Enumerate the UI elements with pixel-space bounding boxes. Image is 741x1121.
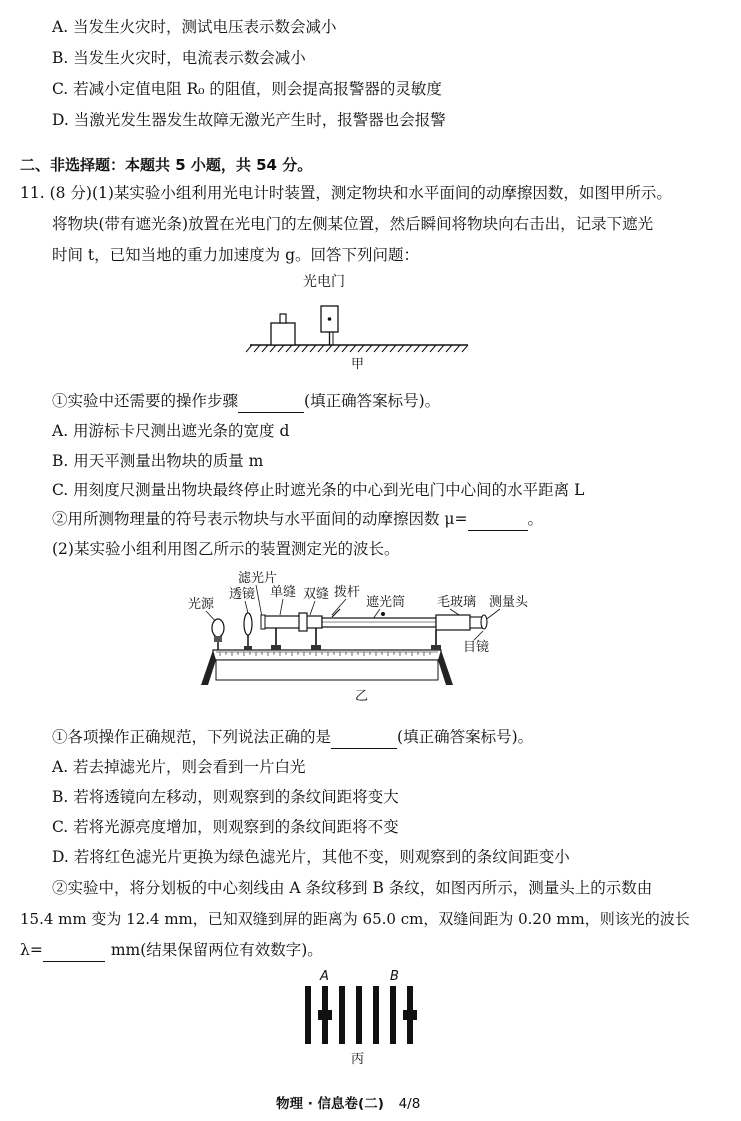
p2-option-d: D. 若将红色滤光片更换为绿色滤光片，其他不变，则观察到的条纹间距变小: [52, 848, 570, 866]
q11-intro-3: 时间 t，已知当地的重力加速度为 g。回答下列问题：: [52, 246, 420, 264]
p2-q2-line-3: [20, 939, 323, 962]
label-eyepiece: 目镜: [463, 640, 490, 655]
label-frosted-glass: 毛玻璃: [437, 595, 477, 610]
p1-question-text: ①实验中还需要的操作步骤: [52, 392, 239, 410]
p2-question-1: [52, 726, 533, 749]
page-footer: [276, 1092, 420, 1112]
p1-option-b: B. 用天平测量出物块的质量 m: [52, 452, 264, 470]
label-light-source: 光源: [188, 597, 215, 612]
label-lever: 拨杆: [334, 585, 361, 600]
light-tube: [261, 609, 487, 650]
label-single-slit: 单缝: [270, 585, 297, 600]
label-b: B: [390, 969, 399, 984]
q11-intro-2: 将物块(带有遮光条)放置在光电门的左侧某位置，然后瞬间将物块向右击出，记录下遮光: [52, 215, 654, 233]
light-bulb: [212, 619, 224, 650]
caption-jia: 甲: [351, 357, 365, 372]
p2-q1-tail: (填正确答案标号)。: [397, 728, 534, 746]
option-b: B. 当发生火灾时，电流表示数会减小: [52, 49, 306, 67]
label-double-slit: 双缝: [303, 587, 330, 602]
shading-strip: [280, 314, 286, 323]
page-number: 4/8: [398, 1096, 421, 1112]
label-a: A: [320, 969, 329, 984]
marker-a: [318, 1010, 332, 1020]
footer-title: 物理 · 信息卷(二): [276, 1096, 384, 1112]
p2-q1-text: ①各项操作正确规范，下列说法正确的是: [52, 728, 332, 746]
answer-blank-1: [238, 390, 304, 413]
p2-intro: (2)某实验小组利用图乙所示的装置测定光的波长。: [52, 540, 400, 558]
label-tube: 遮光筒: [366, 595, 406, 610]
p1-option-c: C. 用刻度尺测量出物块最终停止时遮光条的中心到光电门中心间的水平距离 L: [52, 481, 585, 499]
optical-bench: [201, 650, 453, 685]
p1-question-2: [52, 508, 543, 531]
p1-question: [52, 390, 440, 413]
label-lens: 透镜: [229, 587, 256, 602]
block: [271, 323, 295, 345]
option-c: C. 若减小定值电阻 R₀ 的阻值，则会提高报警器的灵敏度: [52, 80, 442, 98]
p2-option-c: C. 若将光源亮度增加，则观察到的条纹间距将不变: [52, 818, 399, 836]
caption-bing: 丙: [351, 1052, 365, 1067]
p1-q2-tail: 。: [527, 510, 544, 528]
lambda-label: λ=: [20, 941, 43, 959]
lens: [244, 613, 252, 650]
p2-q2-tail: mm(结果保留两位有效数字)。: [110, 941, 323, 959]
caption-yi: 乙: [355, 689, 369, 704]
p2-option-b: B. 若将透镜向左移动，则观察到的条纹间距将变大: [52, 788, 399, 806]
ground-hatching: [246, 345, 468, 352]
option-d: D. 当激光发生器发生故障无激光产生时，报警器也会报警: [52, 111, 446, 129]
p2-q2-line-1: ②实验中，将分划板的中心刻线由 A 条纹移到 B 条纹，如图丙所示，测量头上的示数由: [52, 879, 653, 897]
section-title: 二、非选择题：本题共 5 小题，共 54 分。: [20, 156, 313, 174]
answer-blank-4: [43, 939, 105, 962]
label-photogate: 光电门: [303, 274, 345, 290]
p1-q2-text: ②用所测物理量的符号表示物块与水平面间的动摩擦因数 μ=: [52, 510, 468, 528]
marker-b: [403, 1010, 417, 1020]
photogate: [321, 306, 338, 332]
p1-question-tail: (填正确答案标号)。: [304, 392, 441, 410]
p2-option-a: A. 若去掉滤光片，则会看到一片白光: [52, 758, 306, 776]
fringes: [305, 986, 413, 1044]
q11-intro-1: 11. (8 分)(1)某实验小组利用光电计时装置，测定物块和水平面间的动摩擦因数，如图甲所示。: [20, 184, 672, 202]
label-filter: 滤光片: [238, 571, 278, 586]
p1-option-a: A. 用游标卡尺测出遮光条的宽度 d: [52, 422, 290, 440]
option-a: A. 当发生火灾时，测试电压表示数会减小: [52, 18, 337, 36]
answer-blank-3: [331, 726, 397, 749]
answer-blank-2: [468, 508, 528, 531]
p2-q2-line-2: 15.4 mm 变为 12.4 mm，已知双缝到屏的距离为 65.0 cm，双缝间距为 0.20 mm，则该光的波长: [20, 910, 690, 928]
label-measuring-head: 测量头: [489, 595, 529, 610]
